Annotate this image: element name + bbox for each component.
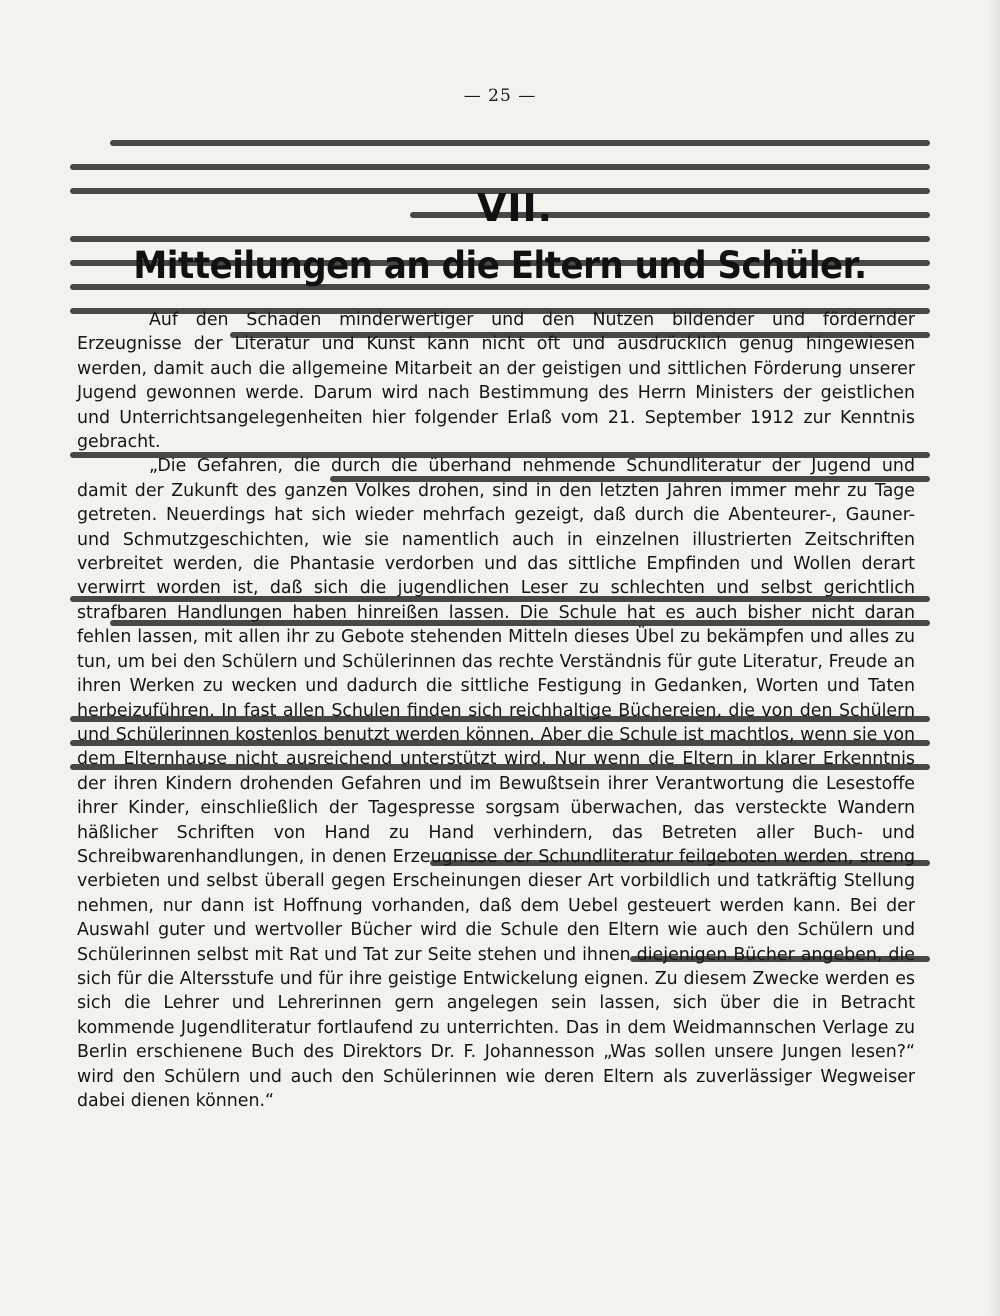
page-edge-shadow	[988, 0, 1000, 1316]
chapter-number: VII.	[476, 186, 554, 230]
decree-paragraph: „Die Gefahren, die durch die überhand nehmende Schundliteratur der Jugend und damit der Zukunft des ganzen Volkes drohen, sind in den letzten Jahren immer mehr zu Tage getreten. Neuerdings hat sich wieder mehrfach gezeigt, daß durch die Abenteurer-, Gauner- und Schmutzgeschichten, wie sie namentlich auch in einzelnen illustrierten Zeitschriften verbreitet werden, die Phantasie verdorben und das sittliche Empfinden und Wollen derart verwirrt worden ist, daß sich die jugendlichen Leser zu schlechten und selbst gerichtlich strafbaren Handlungen haben hinreißen lassen. Die Schule hat es auch bisher nicht daran fehlen lassen, mit allen ihr zu Gebote stehenden Mitteln dieses Übel zu bekämpfen und alles zu tun, um bei den Schülern und Schülerinnen das rechte Verständnis für gute Literatur, Freude an ihren Werken zu wecken und dadurch die sittliche Festigung in Gedanken, Worten und Taten herbeizuführen. In fast allen Schulen finden sich reichhaltige Büchereien, die von den Schülern und Schülerinnen kostenlos benutzt werden können. Aber die Schule ist machtlos, wenn sie von dem Elternhause nicht ausreichend unterstützt wird. Nur wenn die Eltern in klarer Erkenntnis der ihren Kindern drohenden Gefahren und im Bewußtsein ihrer Verantwortung die Lesestoffe ihrer Kinder, einschließlich der Tagespresse sorgsam überwachen, das versteckte Wandern häßlicher Schriften von Hand zu Hand verhindern, das Betreten aller Buch- und Schreibwarenhandlungen, in denen Erzeugnisse der Schundliteratur feilgeboten werden, streng verbieten und selbst überall gegen Erscheinungen dieser Art vorbildlich und tatkräftig Stellung nehmen, nur dann ist Hoffnung vorhanden, daß dem Uebel gesteuert werden kann. Bei der Auswahl guter und wertvoller Bücher wird die Schule den Eltern wie auch den Schülern und Schülerinnen selbst mit Rat und Tat zur Seite stehen und ihnen diejenigen Bücher angeben, die sich für die Altersstufe und für ihre geistige Entwickelung eignen. Zu diesem Zwecke werden es sich die Lehrer und Lehrerinnen gern angelegen sein lassen, sich über die in Betracht kommende Jugendliteratur fortlaufend zu unterrichten. Das in dem Weidmannschen Verlage zu Berlin erschienene Buch des Direktors Dr. F. Johannesson „Was sollen unsere Jungen lesen?“ wird den Schülern und auch den Schülerinnen wie deren Eltern als zuverlässiger Wegweiser dabei dienen können.“	[77, 456, 915, 1111]
body-text	[77, 308, 915, 1113]
page-title: Mitteilungen an die Eltern und Schüler.	[133, 244, 867, 287]
intro-paragraph: Auf den Schaden minderwertiger und den Nutzen bildender und fördernder Erzeugnisse der Literatur und Kunst kann nicht oft und ausdrücklich genug hingewiesen werden, damit auch die allgemeine Mitarbeit an der geistigen und sittlichen Förderung unserer Jugend gewonnen werde. Darum wird nach Bestimmung des Herrn Ministers der geistlichen und Unterrichtsangelegenheiten hier folgender Erlaß vom 21. September 1912 zur Kenntnis gebracht.	[77, 310, 915, 453]
page-number: — 25 —	[463, 86, 537, 106]
